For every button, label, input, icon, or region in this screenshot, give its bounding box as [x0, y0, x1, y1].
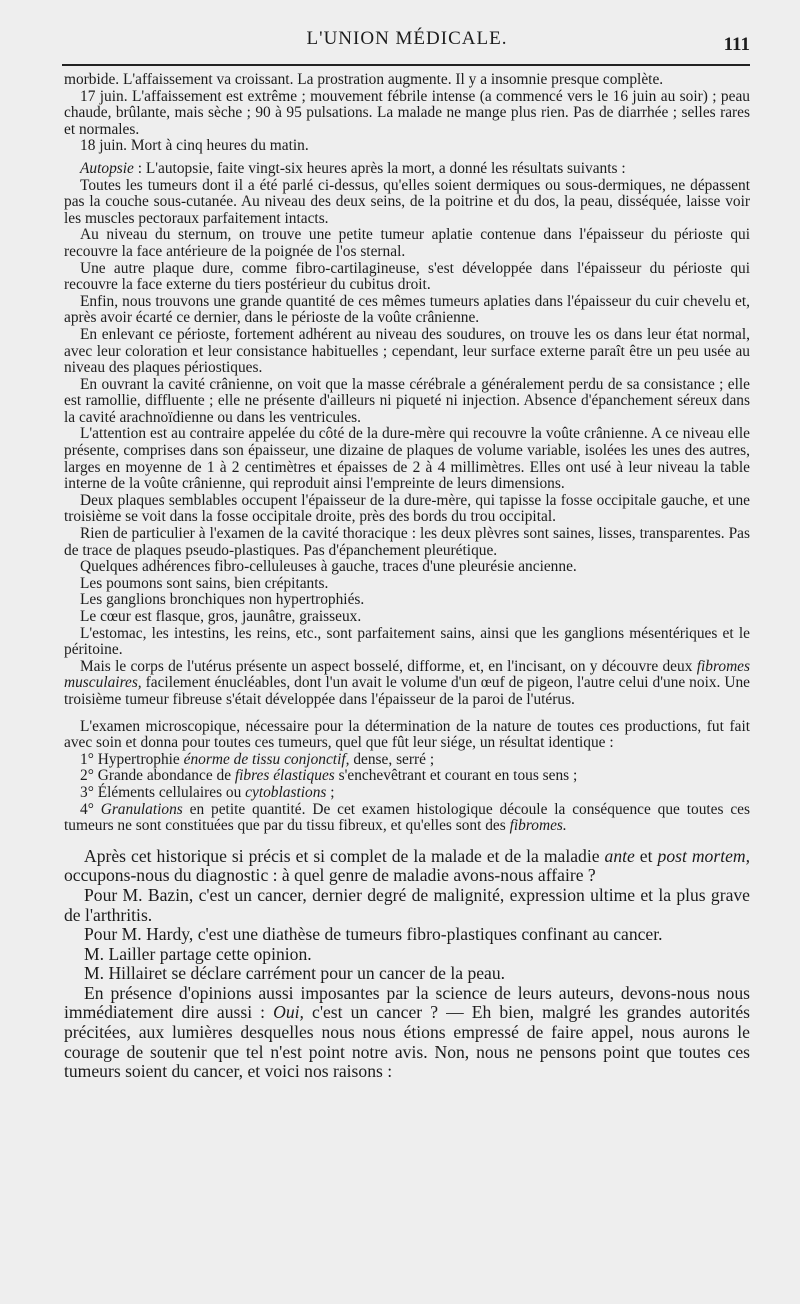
paragraph: En enlevant ce périoste, fortement adhérent au niveau des soudures, on trouve les os dans leur état normal, avec leur coloration et leur consistance habituelles ; cependant, leur surface externe paraît être un peu usée au niveau des plaques périostiques.	[64, 325, 750, 377]
paragraph: 18 juin. Mort à cinq heures du matin.	[80, 137, 309, 155]
paragraph: Le cœur est flasque, gros, jaunâtre, graisseux.	[80, 608, 362, 625]
list-item: 3° Éléments cellulaires ou cytoblastions ;	[80, 783, 335, 801]
paragraph: Après cet historique si précis et si complet de la malade et de la maladie ante et post mortem, occupons-nous du diagnostic : à quel genre de maladie avons-nous affaire ?	[64, 845, 750, 886]
running-header	[64, 22, 750, 60]
paragraph: En présence d'opinions aussi imposantes par la science de leurs auteurs, devons-nous nous immédiatement dire aussi : Oui, c'est un cancer ? — Eh bien, malgré les grandes autorités précitées, aux lumières desquelles nous nous étions empressé de faire appel, nous aurons le courage de soutenir que tel n'est point notre avis. Non, nous ne pensons point que toutes ces tumeurs soient du cancer, et voici nos raisons :	[64, 982, 750, 1082]
list-item: 2° Grande abondance de fibres élastiques s'enchevêtrant et courant en tous sens ;	[80, 767, 578, 785]
journal-title: L'UNION MÉDICALE.	[306, 28, 508, 49]
paragraph: Pour M. Hardy, c'est une diathèse de tumeurs fibro-plastiques confinant au cancer.	[84, 924, 663, 945]
paragraph: Pour M. Bazin, c'est un cancer, dernier degré de malignité, expression ultime et la plus grave de l'arthritis.	[64, 884, 750, 925]
paragraph: M. Hillairet se déclare carrément pour un cancer de la peau.	[84, 963, 506, 984]
small-print-section	[64, 72, 750, 835]
paragraph: Au niveau du sternum, on trouve une petite tumeur aplatie contenue dans l'épaisseur du périoste qui recouvre la face antérieure de la poignée de l'os sternal.	[64, 226, 750, 260]
uterus-paragraph: Mais le corps de l'utérus présente un aspect bosselé, difforme, et, en l'incisant, on y découvre deux fibromes musculaires, facilement énucléables, dont l'un avait le volume d'un œuf de pigeon, l'autre celui d'une noix. Une troisième tumeur fibreuse s'était développée dans l'épaisseur de la paroi de l'utérus.	[64, 657, 750, 708]
paragraph: Enfin, nous trouvons une grande quantité de ces mêmes tumeurs aplaties dans l'épaisseur du cuir chevelu et, après avoir écarté ce dernier, dans le périoste de la voûte crânienne.	[64, 292, 750, 327]
paragraph: Une autre plaque dure, comme fibro-cartilagineuse, s'est développée dans l'épaisseur du périoste qui recouvre la face externe du tiers postérieur du cubitus droit.	[64, 259, 750, 294]
findings-list	[64, 752, 750, 835]
paragraph: 17 juin. L'affaissement est extrême ; mouvement fébrile intense (a commencé vers le 16 juin au soir) ; peau chaude, brûlante, mais sèche ; 90 à 95 pulsations. La malade ne mange plus rien. Pas de diarrhée ; selles rares et normales.	[64, 87, 750, 138]
header-rule	[62, 64, 750, 66]
paragraph: M. Lailler partage cette opinion.	[84, 943, 312, 964]
paragraph: L'attention est au contraire appelée du côté de la dure-mère qui recouvre la voûte crânienne. A ce niveau elle présente, comprises dans son épaisseur, une dizaine de plaques de volume variable, isolées les unes des autres, larges en moyenne de 1 à 2 centimètres et épaisses de 2 à 4 millimètres. Elles ont usé à leur niveau la table interne de la voûte crânienne, qui reproduit ainsi l'empreinte de leurs dimensions.	[64, 425, 750, 493]
paragraph: Deux plaques semblables occupent l'épaisseur de la dure-mère, qui tapisse la fosse occipitale gauche, et une troisième se voit dans la fosse occipitale droite, près des bords du trou occipital.	[64, 491, 750, 526]
autopsy-label: Autopsie	[80, 159, 134, 177]
page-number: 111	[723, 34, 750, 55]
paragraph: Quelques adhérences fibro-celluleuses à gauche, traces d'une pleurésie ancienne.	[80, 558, 577, 576]
paragraph: Rien de particulier à l'examen de la cavité thoracique : les deux plèvres sont saines, lisses, transparentes. Pas de trace de plaques pseudo-plastiques. Pas d'épanchement pleurétique.	[64, 525, 750, 559]
paragraph: Les poumons sont sains, bien crépitants.	[80, 574, 329, 592]
list-item: 1° Hypertrophie énorme de tissu conjonctif, dense, serré ;	[80, 750, 435, 768]
list-item: 4° Granulations en petite quantité. De cet examen histologique découle la conséquence que toutes ces tumeurs ne sont constituées que par du tissu fibreux, et qu'elles sont des fibromes.	[64, 800, 750, 835]
paragraph: L'estomac, les intestins, les reins, etc., sont parfaitement sains, ainsi que les ganglions mésentériques et le péritoine.	[64, 624, 750, 659]
microscopy-intro: L'examen microscopique, nécessaire pour la détermination de la nature de toutes ces productions, fut fait avec soin et donna pour toutes ces tumeurs, quel que fût leur siége, un résultat identique :	[64, 717, 750, 752]
paragraph: Toutes les tumeurs dont il a été parlé ci-dessus, qu'elles soient dermiques ou sous-dermiques, ne dépassent pas la couche sous-cutanée. Au niveau des deux seins, de la poitrine et du dos, la peau, disséquée, laisse voir les muscles pectoraux parfaitement intacts.	[64, 176, 750, 227]
paragraph: morbide. L'affaissement va croissant. La prostration augmente. Il y a insomnie presque complète.	[64, 71, 664, 88]
large-print-section	[64, 847, 750, 1082]
paragraph: En ouvrant la cavité crânienne, on voit que la masse cérébrale a généralement perdu de sa consistance ; elle est ramollie, diffluente ; elle ne présente d'ailleurs ni piqueté ni injection. Absence d'épanchement séreux dans la cavité arachnoïdienne ou dans les ventricules.	[64, 375, 750, 426]
autopsy-intro: Autopsie : L'autopsie, faite vingt-six heures après la mort, a donné les résultats suivants :	[80, 159, 626, 177]
paragraph: Les ganglions bronchiques non hypertrophiés.	[80, 591, 365, 609]
